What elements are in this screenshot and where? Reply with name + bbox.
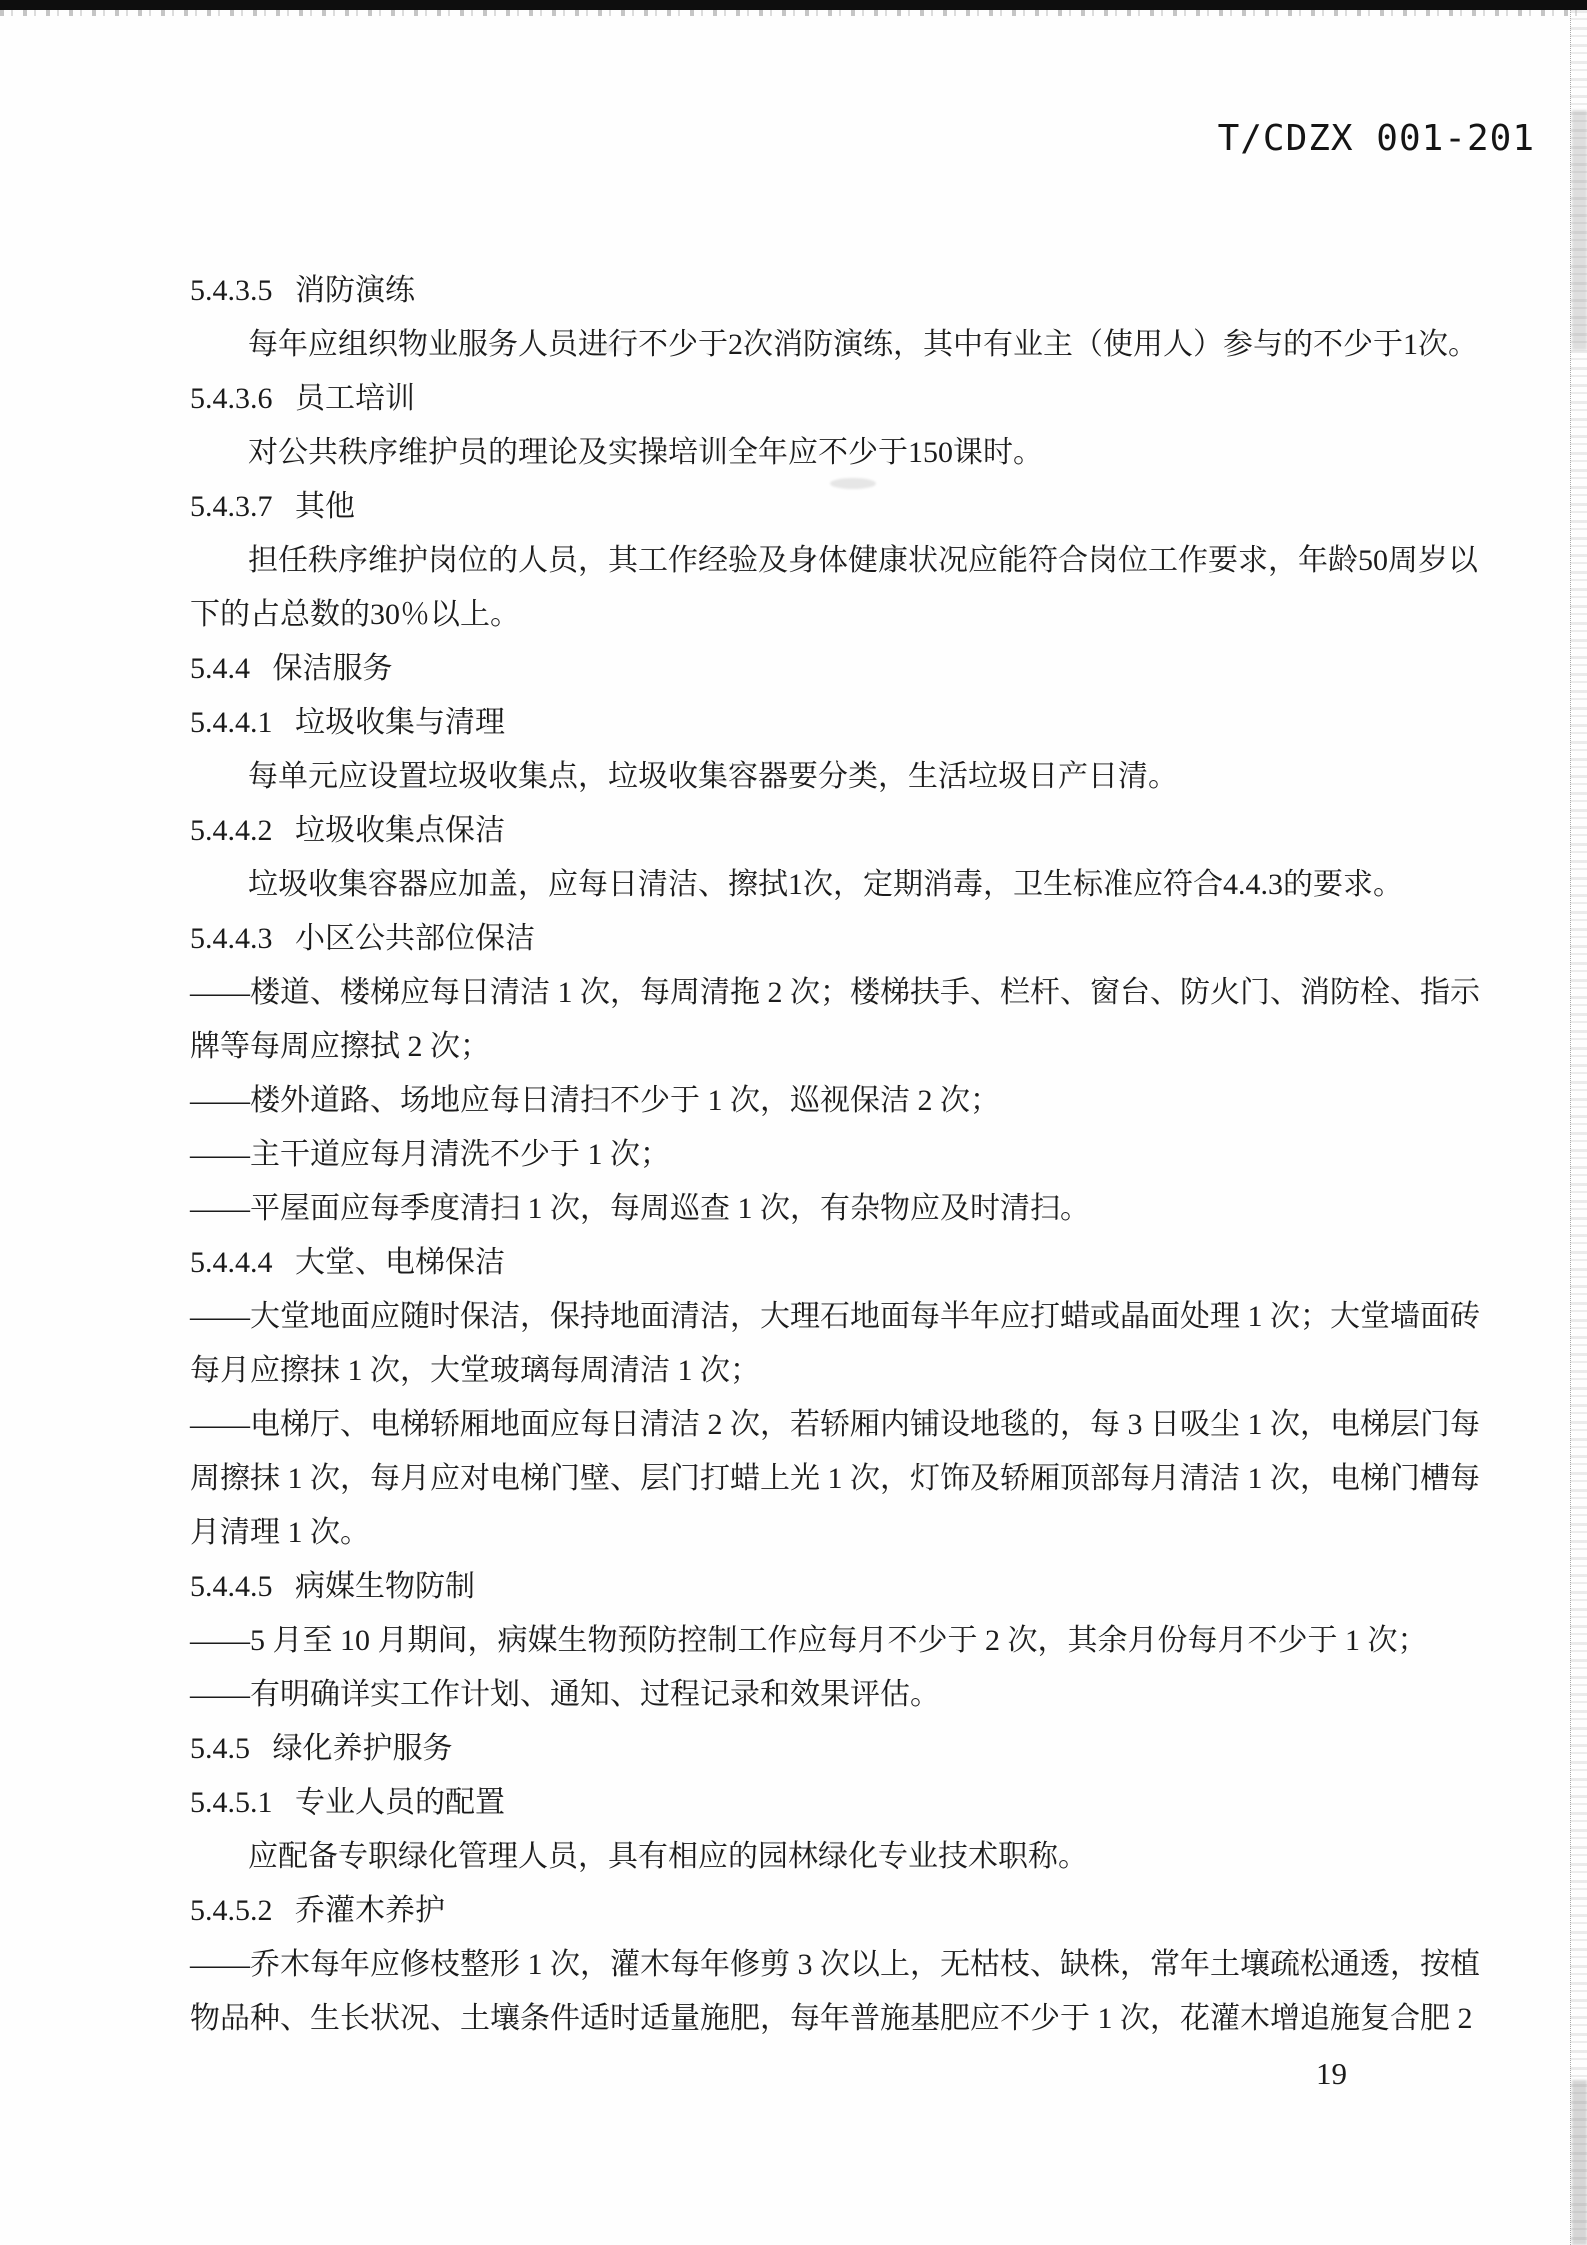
heading-5-4-5: 5.4.5 绿化养护服务 <box>190 1732 453 1765</box>
heading-5-4-4-1: 5.4.4.1 垃圾收集与清理 <box>190 706 505 739</box>
continuation-line: 月清理 1 次。 <box>190 1516 370 1549</box>
heading-5-4-5-1: 5.4.5.1 专业人员的配置 <box>190 1786 505 1819</box>
dash-item-line: ——大堂地面应随时保洁，保持地面清洁，大理石地面每半年应打蜡或晶面处理 1 次；大堂墙面砖 <box>190 1300 1480 1333</box>
continuation-line: 下的占总数的30％以上。 <box>190 598 520 631</box>
dash-item-line: ——主干道应每月清洗不少于 1 次； <box>190 1138 670 1171</box>
continuation-line: 牌等每周应擦拭 2 次； <box>190 1030 490 1063</box>
scan-artifact-top-edge <box>0 0 1587 10</box>
dash-item-line: ——乔木每年应修枝整形 1 次，灌木每年修剪 3 次以上，无枯枝、缺株，常年土壤疏松通透，按植 <box>190 1948 1480 1981</box>
dash-item-line: ——5 月至 10 月期间，病媒生物预防控制工作应每月不少于 2 次，其余月份每月不少于 1 次； <box>190 1624 1428 1657</box>
paragraph-line: 对公共秩序维护员的理论及实操培训全年应不少于150课时。 <box>248 436 1043 469</box>
page-number: 19 <box>1316 2056 1347 2091</box>
heading-5-4-5-2: 5.4.5.2 乔灌木养护 <box>190 1894 445 1927</box>
heading-5-4-3-7: 5.4.3.7 其他 <box>190 490 355 523</box>
continuation-line: 周擦抹 1 次，每月应对电梯门壁、层门打蜡上光 1 次，灯饰及轿厢顶部每月清洁 1 次，电梯门槽每 <box>190 1462 1480 1495</box>
dash-item-line: ——楼外道路、场地应每日清扫不少于 1 次，巡视保洁 2 次； <box>190 1084 1000 1117</box>
paragraph-line: 担任秩序维护岗位的人员，其工作经验及身体健康状况应能符合岗位工作要求，年龄50周岁以 <box>248 544 1478 577</box>
paragraph-line: 应配备专职绿化管理人员，具有相应的园林绿化专业技术职称。 <box>248 1840 1088 1873</box>
document-code-header: T/CDZX 001-201 <box>1217 118 1535 159</box>
heading-5-4-4-3: 5.4.4.3 小区公共部位保洁 <box>190 922 535 955</box>
dash-item-line: ——平屋面应每季度清扫 1 次，每周巡查 1 次，有杂物应及时清扫。 <box>190 1192 1090 1225</box>
dash-item-line: ——电梯厅、电梯轿厢地面应每日清洁 2 次，若轿厢内铺设地毯的，每 3 日吸尘 1 次，电梯层门每 <box>190 1408 1480 1441</box>
heading-5-4-4: 5.4.4 保洁服务 <box>190 652 393 685</box>
paragraph-line: 垃圾收集容器应加盖，应每日清洁、擦拭1次，定期消毒，卫生标准应符合4.4.3的要求。 <box>248 868 1403 901</box>
dash-item-line: ——楼道、楼梯应每日清洁 1 次，每周清拖 2 次；楼梯扶手、栏杆、窗台、防火门、消防栓、指示 <box>190 976 1480 1009</box>
scan-artifact-right-patch <box>1572 2080 1587 2245</box>
heading-5-4-3-6: 5.4.3.6 员工培训 <box>190 382 415 415</box>
heading-5-4-4-5: 5.4.4.5 病媒生物防制 <box>190 1570 475 1603</box>
scan-artifact-right-patch <box>1572 110 1587 350</box>
continuation-line: 物品种、生长状况、土壤条件适时适量施肥，每年普施基肥应不少于 1 次，花灌木增追施复合肥 2 <box>190 2002 1473 2035</box>
paragraph-line: 每年应组织物业服务人员进行不少于2次消防演练，其中有业主（使用人）参与的不少于1次。 <box>248 328 1478 361</box>
scan-artifact-top-noise <box>0 10 1587 16</box>
paragraph-line: 每单元应设置垃圾收集点，垃圾收集容器要分类，生活垃圾日产日清。 <box>248 760 1178 793</box>
heading-5-4-4-2: 5.4.4.2 垃圾收集点保洁 <box>190 814 505 847</box>
heading-5-4-4-4: 5.4.4.4 大堂、电梯保洁 <box>190 1246 505 1279</box>
dash-item-line: ——有明确详实工作计划、通知、过程记录和效果评估。 <box>190 1678 940 1711</box>
heading-5-4-3-5: 5.4.3.5 消防演练 <box>190 274 415 307</box>
document-body <box>190 264 1480 2046</box>
continuation-line: 每月应擦抹 1 次，大堂玻璃每周清洁 1 次； <box>190 1354 760 1387</box>
